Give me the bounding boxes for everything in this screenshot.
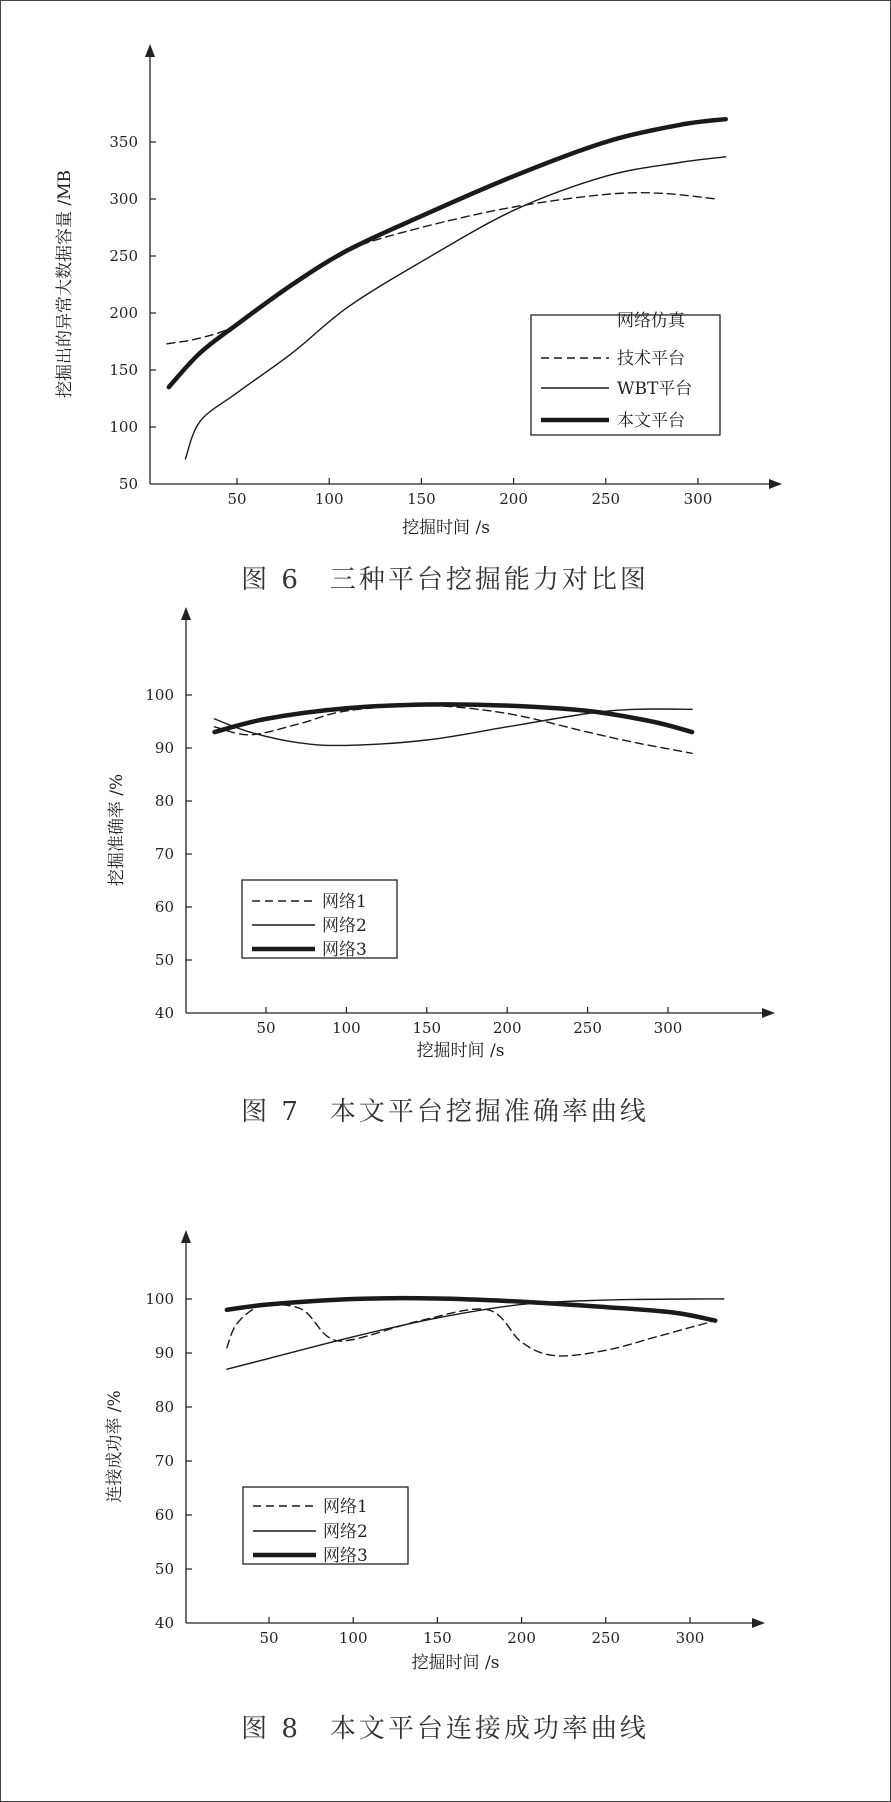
x-tick-label: 50 [227,490,247,508]
y-axis-label: 连接成功率 /% [105,1390,125,1503]
y-tick-label: 100 [145,1290,174,1308]
y-tick-label: 350 [109,133,138,151]
x-tick-label: 250 [573,1019,602,1037]
x-tick-label: 100 [332,1019,361,1037]
legend-label: 网络1 [322,892,367,912]
legend-label: 本文平台 [617,411,685,431]
y-axis-arrow [181,1230,191,1243]
legend [242,880,397,960]
legend-label: 网络3 [323,1546,368,1566]
x-tick-label: 100 [338,1629,368,1647]
y-tick-label: 70 [154,1452,174,1470]
x-tick-label: 300 [653,1019,683,1037]
series-line-1 [215,706,693,754]
legend-box [242,880,397,958]
x-axis-arrow [762,1008,775,1018]
y-tick-label: 90 [154,1344,174,1362]
figure-caption: 图 8 本文平台连接成功率曲线 [241,1714,649,1744]
y-tick-label: 300 [109,190,138,208]
x-tick-label: 100 [314,490,344,508]
y-tick-label: 90 [154,739,174,757]
y-axis-arrow [145,44,155,57]
x-tick-label: 250 [591,1629,621,1647]
legend [243,1487,408,1566]
y-tick-label: 150 [109,361,138,379]
x-tick-label: 300 [683,490,713,508]
chart-fig8 [105,1230,765,1744]
figure-caption: 图 7 本文平台挖掘准确率曲线 [241,1097,649,1127]
y-tick-label: 80 [154,1398,174,1416]
legend-label: 技术平台 [617,349,685,369]
x-axis-label: 挖掘时间 /s [416,1041,505,1061]
series-line-3 [227,1298,715,1320]
x-tick-label: 150 [407,490,436,508]
x-tick-label: 50 [256,1019,276,1037]
x-axis-arrow [752,1618,765,1628]
x-tick-label: 200 [492,1019,522,1037]
x-tick-label: 150 [412,1019,442,1037]
legend-label: 网络3 [322,940,367,960]
y-tick-label: 60 [154,898,174,916]
x-tick-label: 200 [507,1629,536,1647]
y-tick-label: 50 [154,951,174,969]
y-tick-label: 60 [154,1506,174,1524]
y-tick-label: 80 [154,792,174,810]
legend-label: 网络2 [322,916,367,936]
x-tick-label: 50 [259,1629,279,1647]
x-tick-label: 150 [423,1629,452,1647]
y-axis-label: 挖掘准确率 /% [107,773,127,887]
x-axis-label: 挖掘时间 /s [411,1653,500,1673]
y-tick-label: 250 [109,247,138,265]
y-tick-label: 200 [109,304,138,322]
x-tick-label: 200 [499,490,528,508]
x-axis-arrow [769,479,782,489]
figure-caption: 图 6 三种平台挖掘能力对比图 [241,565,649,595]
legend [531,311,720,435]
y-tick-label: 40 [154,1004,174,1022]
legend-label: 网络1 [323,1497,368,1517]
x-tick-label: 250 [591,490,621,508]
y-tick-label: 50 [118,475,138,493]
y-tick-label: 70 [154,845,174,863]
chart-fig7 [106,607,775,1127]
legend-label: WBT平台 [617,379,693,399]
x-axis-label: 挖掘时间 /s [402,518,490,538]
y-axis-label: 挖掘出的异常大数据容量 /MB [55,169,75,399]
y-tick-label: 40 [154,1614,174,1632]
x-tick-label: 300 [675,1629,705,1647]
chart-fig6 [54,44,782,595]
legend-label: 网络2 [323,1522,368,1542]
y-tick-label: 50 [154,1560,174,1578]
y-tick-label: 100 [109,418,138,436]
y-axis-arrow [181,607,191,620]
y-tick-label: 100 [145,686,174,704]
legend-label: 网络仿真 [617,311,685,331]
